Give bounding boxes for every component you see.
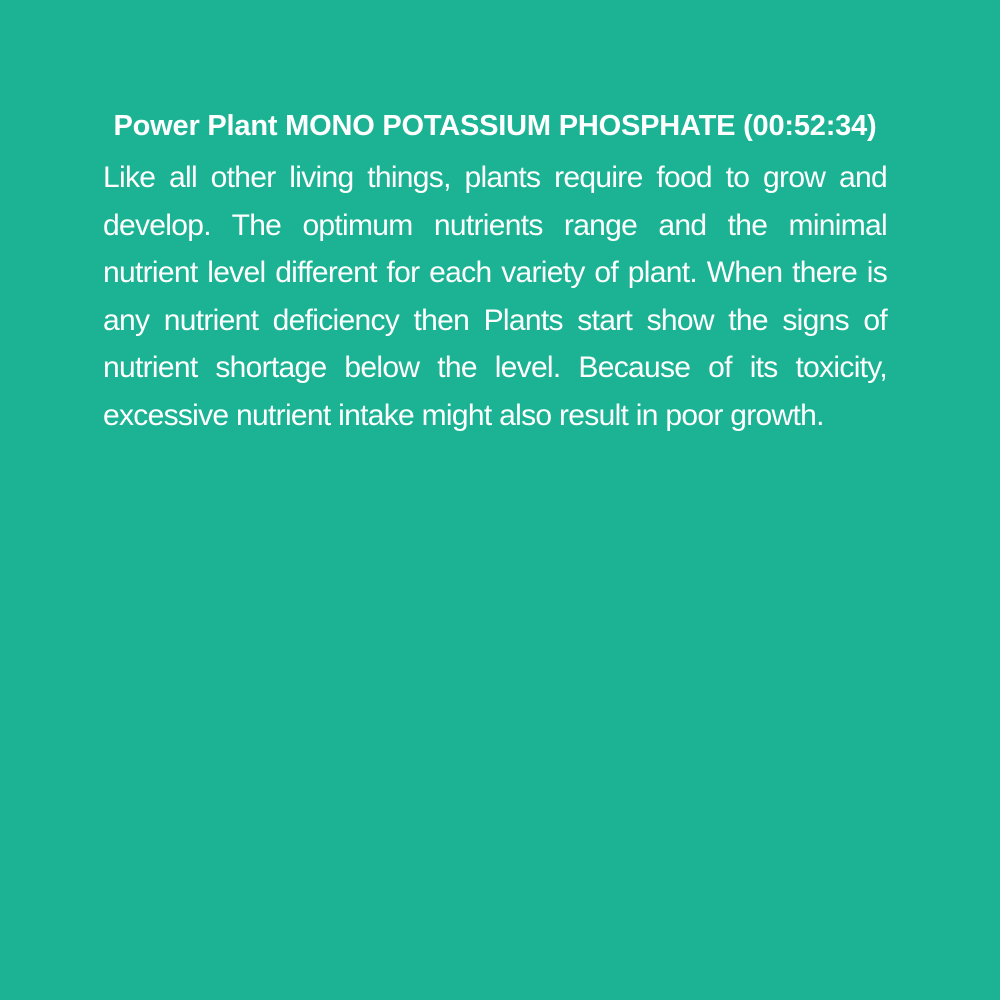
document-paragraph: Like all other living things, plants require food to grow and develop. The optimum nutrients range and the minimal nutrient level different for each variety of plant. When there is any nutrient deficiency then Plants start show the signs of nutrient shortage below the level. Because of its toxicity, excessive nutrient intake might also result in poor growth. (103, 161, 887, 432)
document-content (103, 108, 887, 439)
document-title: Power Plant MONO POTASSIUM PHOSPHATE (00:52:34) (113, 110, 877, 142)
